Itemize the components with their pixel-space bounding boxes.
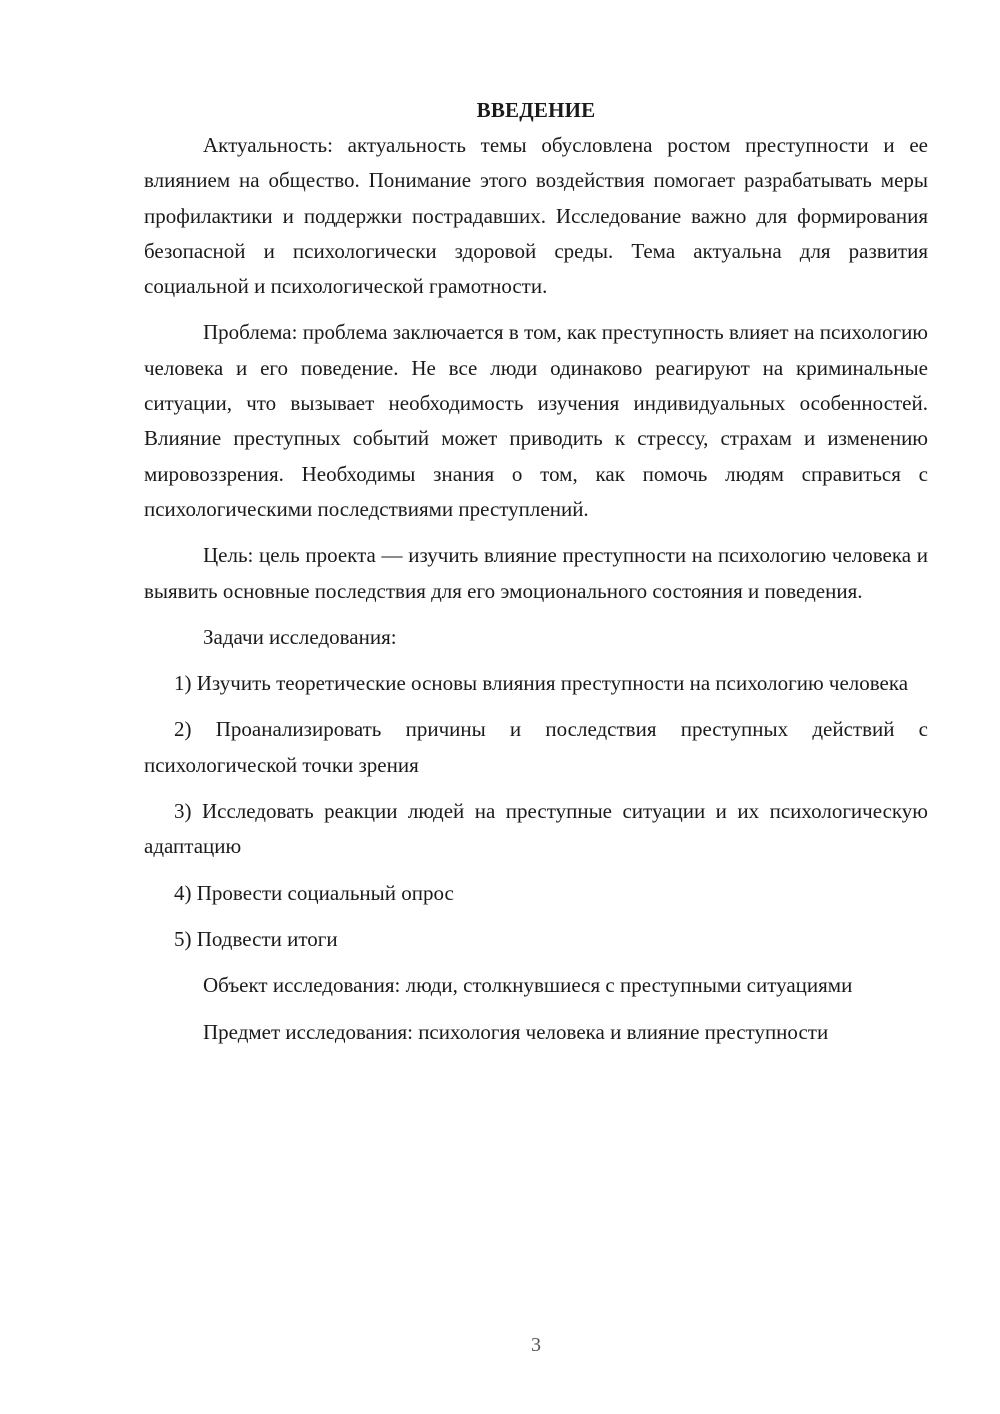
page-number: 3 bbox=[531, 1334, 541, 1356]
page-title: ВВЕДЕНИЕ bbox=[476, 98, 596, 122]
document-page bbox=[144, 95, 928, 1061]
problem-paragraph: Проблема: проблема заключается в том, как преступность влияет на психологию человека и его поведение. Не все люди одинаково реагируют на криминальные ситуации, что вызывает необходимость изучения индивидуальных особенностей. Влияние преступных событий может приводить к стрессу, страхам и изменению мировоззрения. Необходимы знания о том, как помочь людям справиться с психологическими последствиями преступлений. bbox=[144, 320, 928, 521]
research-subject-paragraph: Предмет исследования: психология человека и влияние преступности bbox=[203, 1019, 829, 1044]
task-item: 1) Изучить теоретические основы влияния преступности на психологию человека bbox=[174, 671, 909, 696]
research-object-paragraph: Объект исследования: люди, столкнувшиеся с преступными ситуациями bbox=[203, 973, 853, 998]
goal-paragraph: Цель: цель проекта — изучить влияние преступности на психологию человека и выявить основные последствия для его эмоционального состояния и поведения. bbox=[144, 543, 928, 603]
task-item: 5) Подвести итоги bbox=[174, 926, 338, 951]
task-item: 2) Проанализировать причины и последствия преступных действий с психологической точки зрения bbox=[144, 717, 928, 777]
task-item: 3) Исследовать реакции людей на преступные ситуации и их психологическую адаптацию bbox=[144, 799, 928, 859]
relevance-paragraph: Актуальность: актуальность темы обусловлена ростом преступности и ее влиянием на общество. Понимание этого воздействия помогает разрабатывать меры профилактики и поддержки пострадавших. Исследование важно для формирования безопасной и психологически здоровой среды. Тема актуальна для развития социальной и психологической грамотности. bbox=[144, 133, 928, 299]
tasks-heading: Задачи исследования: bbox=[203, 624, 397, 649]
task-item: 4) Провести социальный опрос bbox=[174, 880, 454, 905]
